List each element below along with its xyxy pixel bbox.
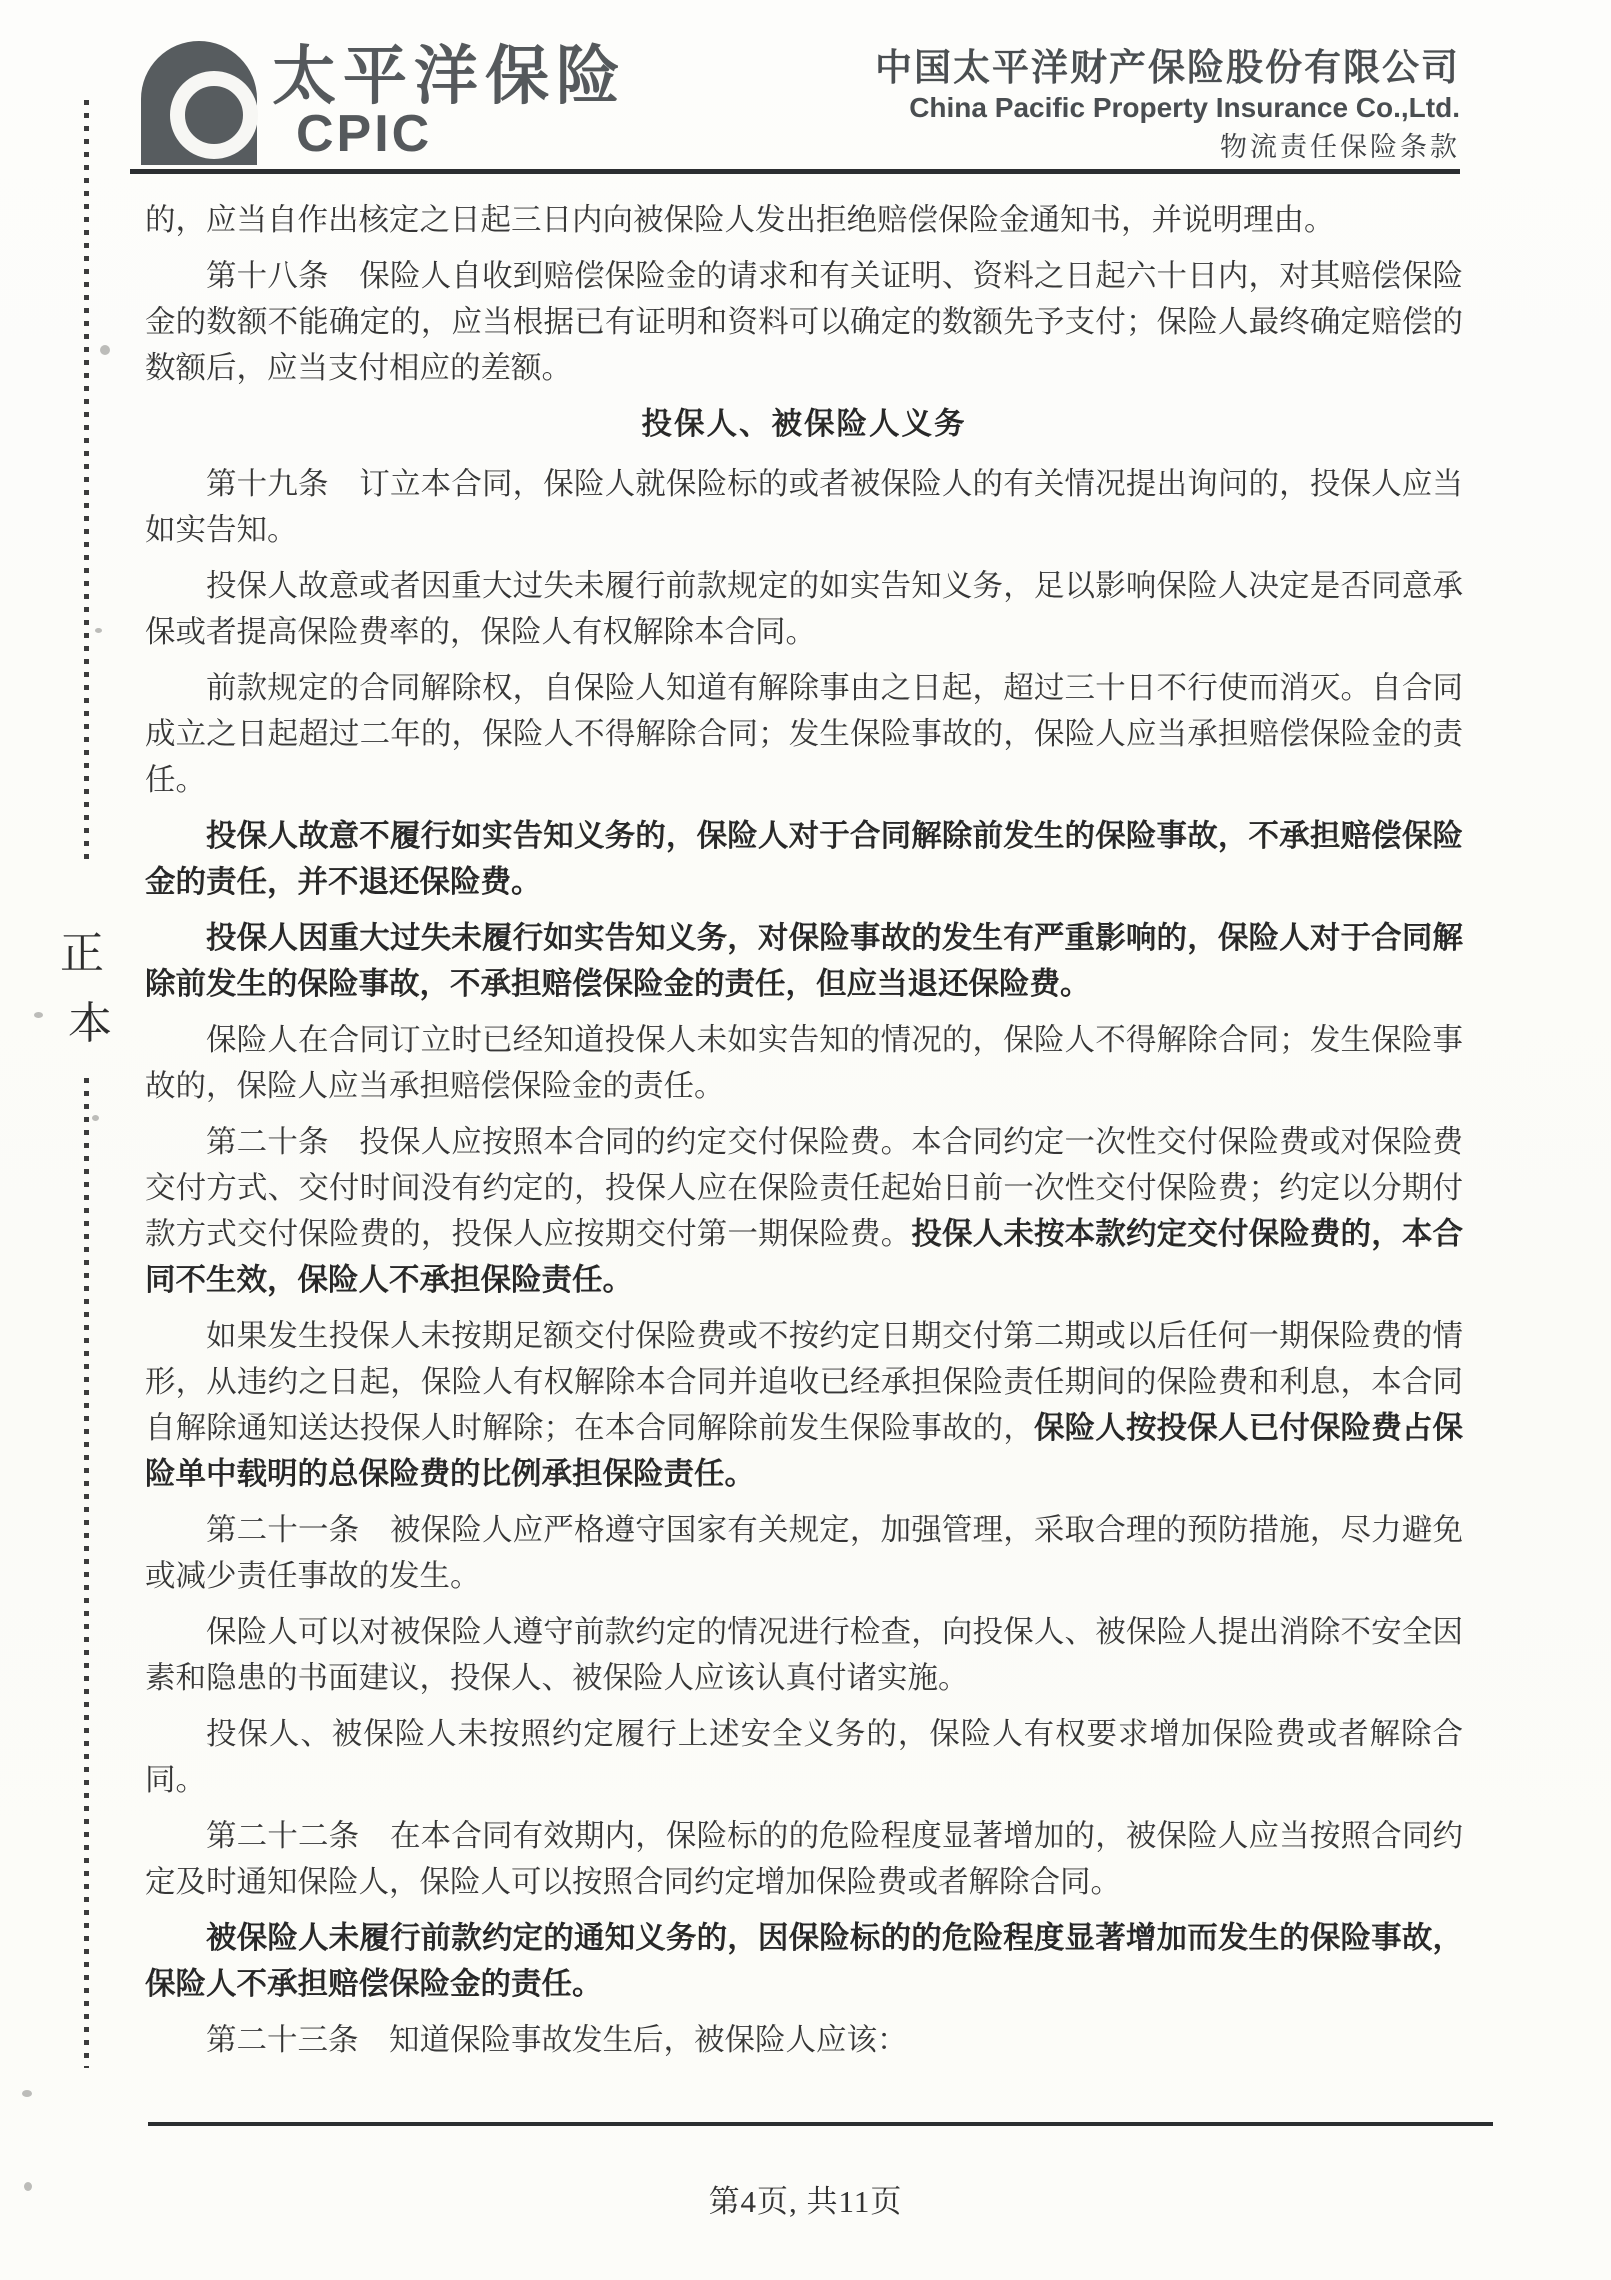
scan-speck — [92, 1115, 99, 1121]
text-run: 第二十条 投保人应按照本合同的约定交付保险费。本合同约定一次性交付保险费或对保险费交付方式、交付时间没有约定的，投保人应在保险责任起始日前一次性交付保险费；约定以分期付款方式交付保险费的，投保人应按期交付第一期保险费。 — [145, 1125, 1463, 1251]
paragraph — [145, 813, 1463, 905]
paragraph — [145, 253, 1463, 391]
paragraph — [145, 1017, 1463, 1109]
paragraph — [145, 1119, 1463, 1303]
original-copy-label: 本 — [68, 999, 112, 1048]
document-body — [145, 197, 1463, 2073]
paragraph — [145, 1915, 1463, 2007]
text-run: 投保人因重大过失未履行如实告知义务，对保险事故的发生有严重影响的，保险人对于合同解除前发生的保险事故，不承担赔偿保险金的责任，但应当退还保险费。 — [145, 921, 1463, 1001]
paragraph — [145, 1609, 1463, 1701]
paragraph — [145, 1711, 1463, 1803]
text-run: 保险人可以对被保险人遵守前款约定的情况进行检查，向投保人、被保险人提出消除不安全因素和隐患的书面建议，投保人、被保险人应该认真付诸实施。 — [145, 1615, 1463, 1695]
header-right — [875, 48, 1460, 164]
text-run: 第二十三条 知道保险事故发生后，被保险人应该： — [206, 2023, 908, 2057]
text-run: 投保人未按本款约定交付保险费的，本合同不生效，保险人不承担保险责任。 — [145, 1217, 1464, 1297]
scan-speck — [34, 1012, 43, 1018]
text-run: 第二十二条 在本合同有效期内，保险标的的危险程度显著增加的，被保险人应当按照合同约定及时通知保险人，保险人可以按照合同约定增加保险费或者解除合同。 — [145, 1819, 1463, 1899]
text-run: 的，应当自作出核定之日起三日内向被保险人发出拒绝赔偿保险金通知书，并说明理由。 — [145, 203, 1335, 237]
text-run: 前款规定的合同解除权，自保险人知道有解除事由之日起，超过三十日不行使而消灭。自合同成立之日起超过二年的，保险人不得解除合同；发生保险事故的，保险人应当承担赔偿保险金的责任。 — [145, 671, 1463, 797]
scan-speck — [100, 345, 110, 355]
header-rule — [130, 169, 1460, 174]
text-run: 被保险人未履行前款约定的通知义务的，因保险标的的危险程度显著增加而发生的保险事故，保险人不承担赔偿保险金的责任。 — [145, 1921, 1463, 2001]
page-indicator: 第4页, 共11页 — [708, 2184, 903, 2219]
paragraph — [145, 1813, 1463, 1905]
section-heading — [145, 401, 1463, 447]
paragraph — [145, 665, 1463, 803]
text-run: 保险人在合同订立时已经知道投保人未如实告知的情况的，保险人不得解除合同；发生保险事故的，保险人应当承担赔偿保险金的责任。 — [145, 1023, 1463, 1103]
text-run: 投保人、被保险人义务 — [641, 407, 967, 441]
emblem-ring — [170, 71, 258, 159]
text-run: 投保人故意不履行如实告知义务的，保险人对于合同解除前发生的保险事故，不承担赔偿保险金的责任，并不退还保险费。 — [145, 819, 1463, 899]
paragraph — [145, 461, 1463, 553]
cpic-emblem-icon — [141, 41, 257, 165]
text-run: 投保人、被保险人未按照约定履行上述安全义务的，保险人有权要求增加保险费或者解除合同。 — [145, 1717, 1463, 1797]
binding-dotted-line — [84, 100, 89, 866]
paragraph — [145, 915, 1463, 1007]
binding-dotted-line — [84, 1078, 89, 2068]
paragraph — [145, 1507, 1463, 1599]
original-copy-label: 正 — [60, 929, 104, 978]
document-title: 物流责任保险条款 — [1220, 132, 1460, 162]
footer-rule — [148, 2122, 1493, 2126]
text-run: 保险人按投保人已付保险费占保险单中载明的总保险费的比例承担保险责任。 — [145, 1411, 1464, 1491]
paragraph — [145, 563, 1463, 655]
text-run: 如果发生投保人未按期足额交付保险费或不按约定日期交付第二期或以后任何一期保险费的情形，从违约之日起，保险人有权解除本合同并追收已经承担保险责任期间的保险费和利息，本合同自解除通知送达投保人时解除；在本合同解除前发生保险事故的， — [145, 1319, 1463, 1445]
company-name-cn: 中国太平洋财产保险股份有限公司 — [875, 48, 1460, 89]
scan-speck — [95, 628, 102, 633]
paragraph — [145, 1313, 1463, 1497]
brand-name-en: CPIC — [296, 105, 433, 163]
text-run: 第十九条 订立本合同，保险人就保险标的或者被保险人的有关情况提出询问的，投保人应当如实告知。 — [145, 467, 1463, 547]
company-name-en: China Pacific Property Insurance Co.,Ltd. — [909, 92, 1460, 123]
brand-name-cn: 太平洋保险 — [272, 41, 627, 112]
text-run: 投保人故意或者因重大过失未履行前款规定的如实告知义务，足以影响保险人决定是否同意承保或者提高保险费率的，保险人有权解除本合同。 — [145, 569, 1463, 649]
text-run: 第十八条 保险人自收到赔偿保险金的请求和有关证明、资料之日起六十日内，对其赔偿保险金的数额不能确定的，应当根据已有证明和资料可以确定的数额先予支付；保险人最终确定赔偿的数额后，应当支付相应的差额。 — [145, 259, 1463, 385]
paragraph — [145, 2017, 1463, 2063]
scan-speck — [22, 2090, 32, 2097]
text-run: 第二十一条 被保险人应严格遵守国家有关规定，加强管理，采取合理的预防措施，尽力避免或减少责任事故的发生。 — [145, 1513, 1463, 1593]
paragraph — [145, 197, 1463, 243]
